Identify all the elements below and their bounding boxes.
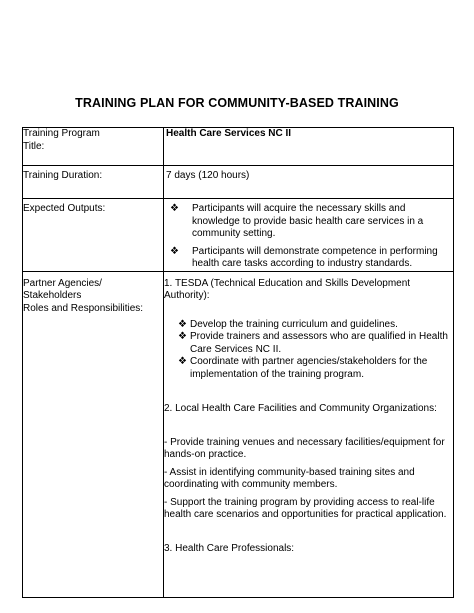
- tesda-responsibility-text: Develop the training curriculum and guidelines.: [190, 318, 398, 330]
- diamond-bullet-icon: ❖: [178, 356, 187, 367]
- expected-outputs-value-cell: [164, 199, 454, 272]
- training-plan-table: [22, 127, 454, 598]
- list-item: [164, 356, 453, 381]
- table-row: [23, 199, 454, 272]
- program-title-value-cell: [164, 128, 454, 166]
- professionals-heading: 3. Health Care Professionals:: [164, 542, 295, 554]
- diamond-bullet-icon: ❖: [170, 203, 179, 214]
- partners-label-line2: Roles and Responsibilities:: [23, 302, 144, 314]
- table-row: [23, 271, 454, 597]
- document-title: TRAINING PLAN FOR COMMUNITY-BASED TRAINING: [75, 96, 399, 110]
- program-title-value: Health Care Services NC II: [166, 128, 292, 139]
- tesda-responsibility-text: Provide trainers and assessors who are qualified in Health Care Services NC II.: [190, 331, 448, 355]
- expected-outputs-label: Expected Outputs:: [23, 203, 106, 214]
- expected-outputs-list: [164, 203, 453, 271]
- partners-label-line1: Partner Agencies/ Stakeholders: [23, 277, 102, 301]
- table-row: [23, 128, 454, 166]
- list-item: [164, 246, 453, 271]
- local-responsibility-text: - Assist in identifying community-based training sites and coordinating with community members.: [164, 466, 415, 490]
- duration-label-cell: [23, 166, 164, 199]
- tesda-heading: 1. TESDA (Technical Education and Skills Development Authority):: [164, 277, 411, 301]
- local-responsibility-text: - Provide training venues and necessary facilities/equipment for hands-on practice.: [164, 436, 445, 460]
- expected-output-text: Participants will demonstrate competence in performing health care tasks according to industry standards.: [192, 245, 438, 269]
- duration-value-cell: [164, 166, 454, 199]
- table-row: [23, 166, 454, 199]
- local-facilities-heading: 2. Local Health Care Facilities and Community Organizations:: [164, 403, 437, 414]
- partners-label-cell: [23, 271, 164, 597]
- duration-label: Training Duration:: [23, 170, 103, 181]
- list-item: [164, 331, 453, 356]
- duration-value: 7 days (120 hours): [166, 170, 250, 181]
- diamond-bullet-icon: ❖: [178, 318, 187, 330]
- program-title-label-line2: Title:: [23, 140, 45, 152]
- program-title-label-cell: [23, 128, 164, 166]
- program-title-label-line1: Training Program: [23, 128, 100, 139]
- list-item: [164, 319, 453, 332]
- expected-outputs-label-cell: [23, 199, 164, 272]
- partners-value-cell: [164, 271, 454, 597]
- local-responsibility-text: - Support the training program by providing access to real-life health care scenarios and opportunities for practical application.: [164, 496, 447, 520]
- diamond-bullet-icon: ❖: [170, 245, 179, 257]
- list-item: [164, 203, 453, 241]
- tesda-responsibility-text: Coordinate with partner agencies/stakeholders for the implementation of the training program.: [190, 356, 428, 380]
- diamond-bullet-icon: ❖: [178, 331, 187, 342]
- tesda-responsibilities-list: [164, 319, 453, 382]
- expected-output-text: Participants will acquire the necessary skills and knowledge to provide basic health care services in a community setting.: [192, 203, 424, 239]
